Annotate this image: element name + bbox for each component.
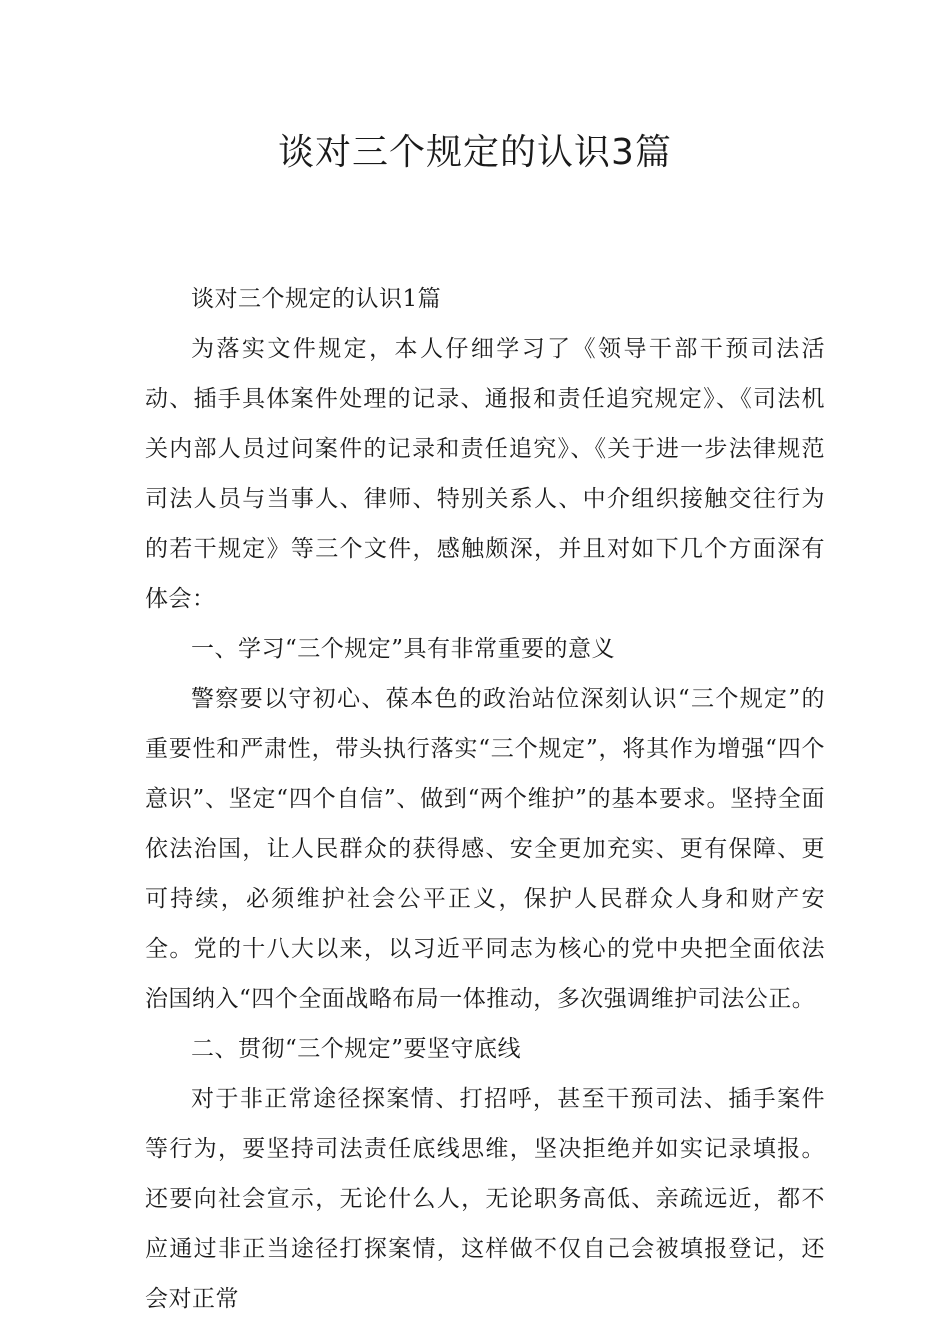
body-paragraph-1: 警察要以守初心、葆本色的政治站位深刻认识“三个规定”的重要性和严肃性，带头执行落实“三个规定”，将其作为增强“四个意识”、坚定“四个自信”、做到“两个维护”的基本要求。坚持全面依法治国，让人民群众的获得感、安全更加充实、更有保障、更可持续，必须维护社会公平正义，保护人民群众人身和财产安全。党的十八大以来，以习近平同志为核心的党中央把全面依法治国纳入“四个全面战略布局一体推动，多次强调维护司法公正。: [145, 686, 825, 1012]
intro-paragraph: 为落实文件规定，本人仔细学习了《领导干部干预司法活动、插手具体案件处理的记录、通报和责任追究规定》、《司法机关内部人员过问案件的记录和责任追究》、《关于进一步法律规范司法人员与当事人、律师、特别关系人、中介组织接触交往行为的若干规定》等三个文件，感触颇深，并且对如下几个方面深有体会：: [145, 336, 825, 612]
body-paragraph-2: 对于非正常途径探案情、打招呼，甚至干预司法、插手案件等行为，要坚持司法责任底线思维，坚决拒绝并如实记录填报。还要向社会宣示，无论什么人，无论职务高低、亲疏远近，都不应通过非正当途径打探案情，这样做不仅自己会被填报登记，还会对正常: [145, 1086, 825, 1312]
section-heading-2: 二、贯彻“三个规定”要坚守底线: [191, 1036, 522, 1062]
section-heading-1: 一、学习“三个规定”具有非常重要的意义: [191, 636, 616, 662]
document-title: 谈对三个规定的认识3篇: [278, 132, 672, 173]
section-heading-article-1: 谈对三个规定的认识1篇: [191, 286, 442, 312]
document-body: [145, 274, 825, 1324]
